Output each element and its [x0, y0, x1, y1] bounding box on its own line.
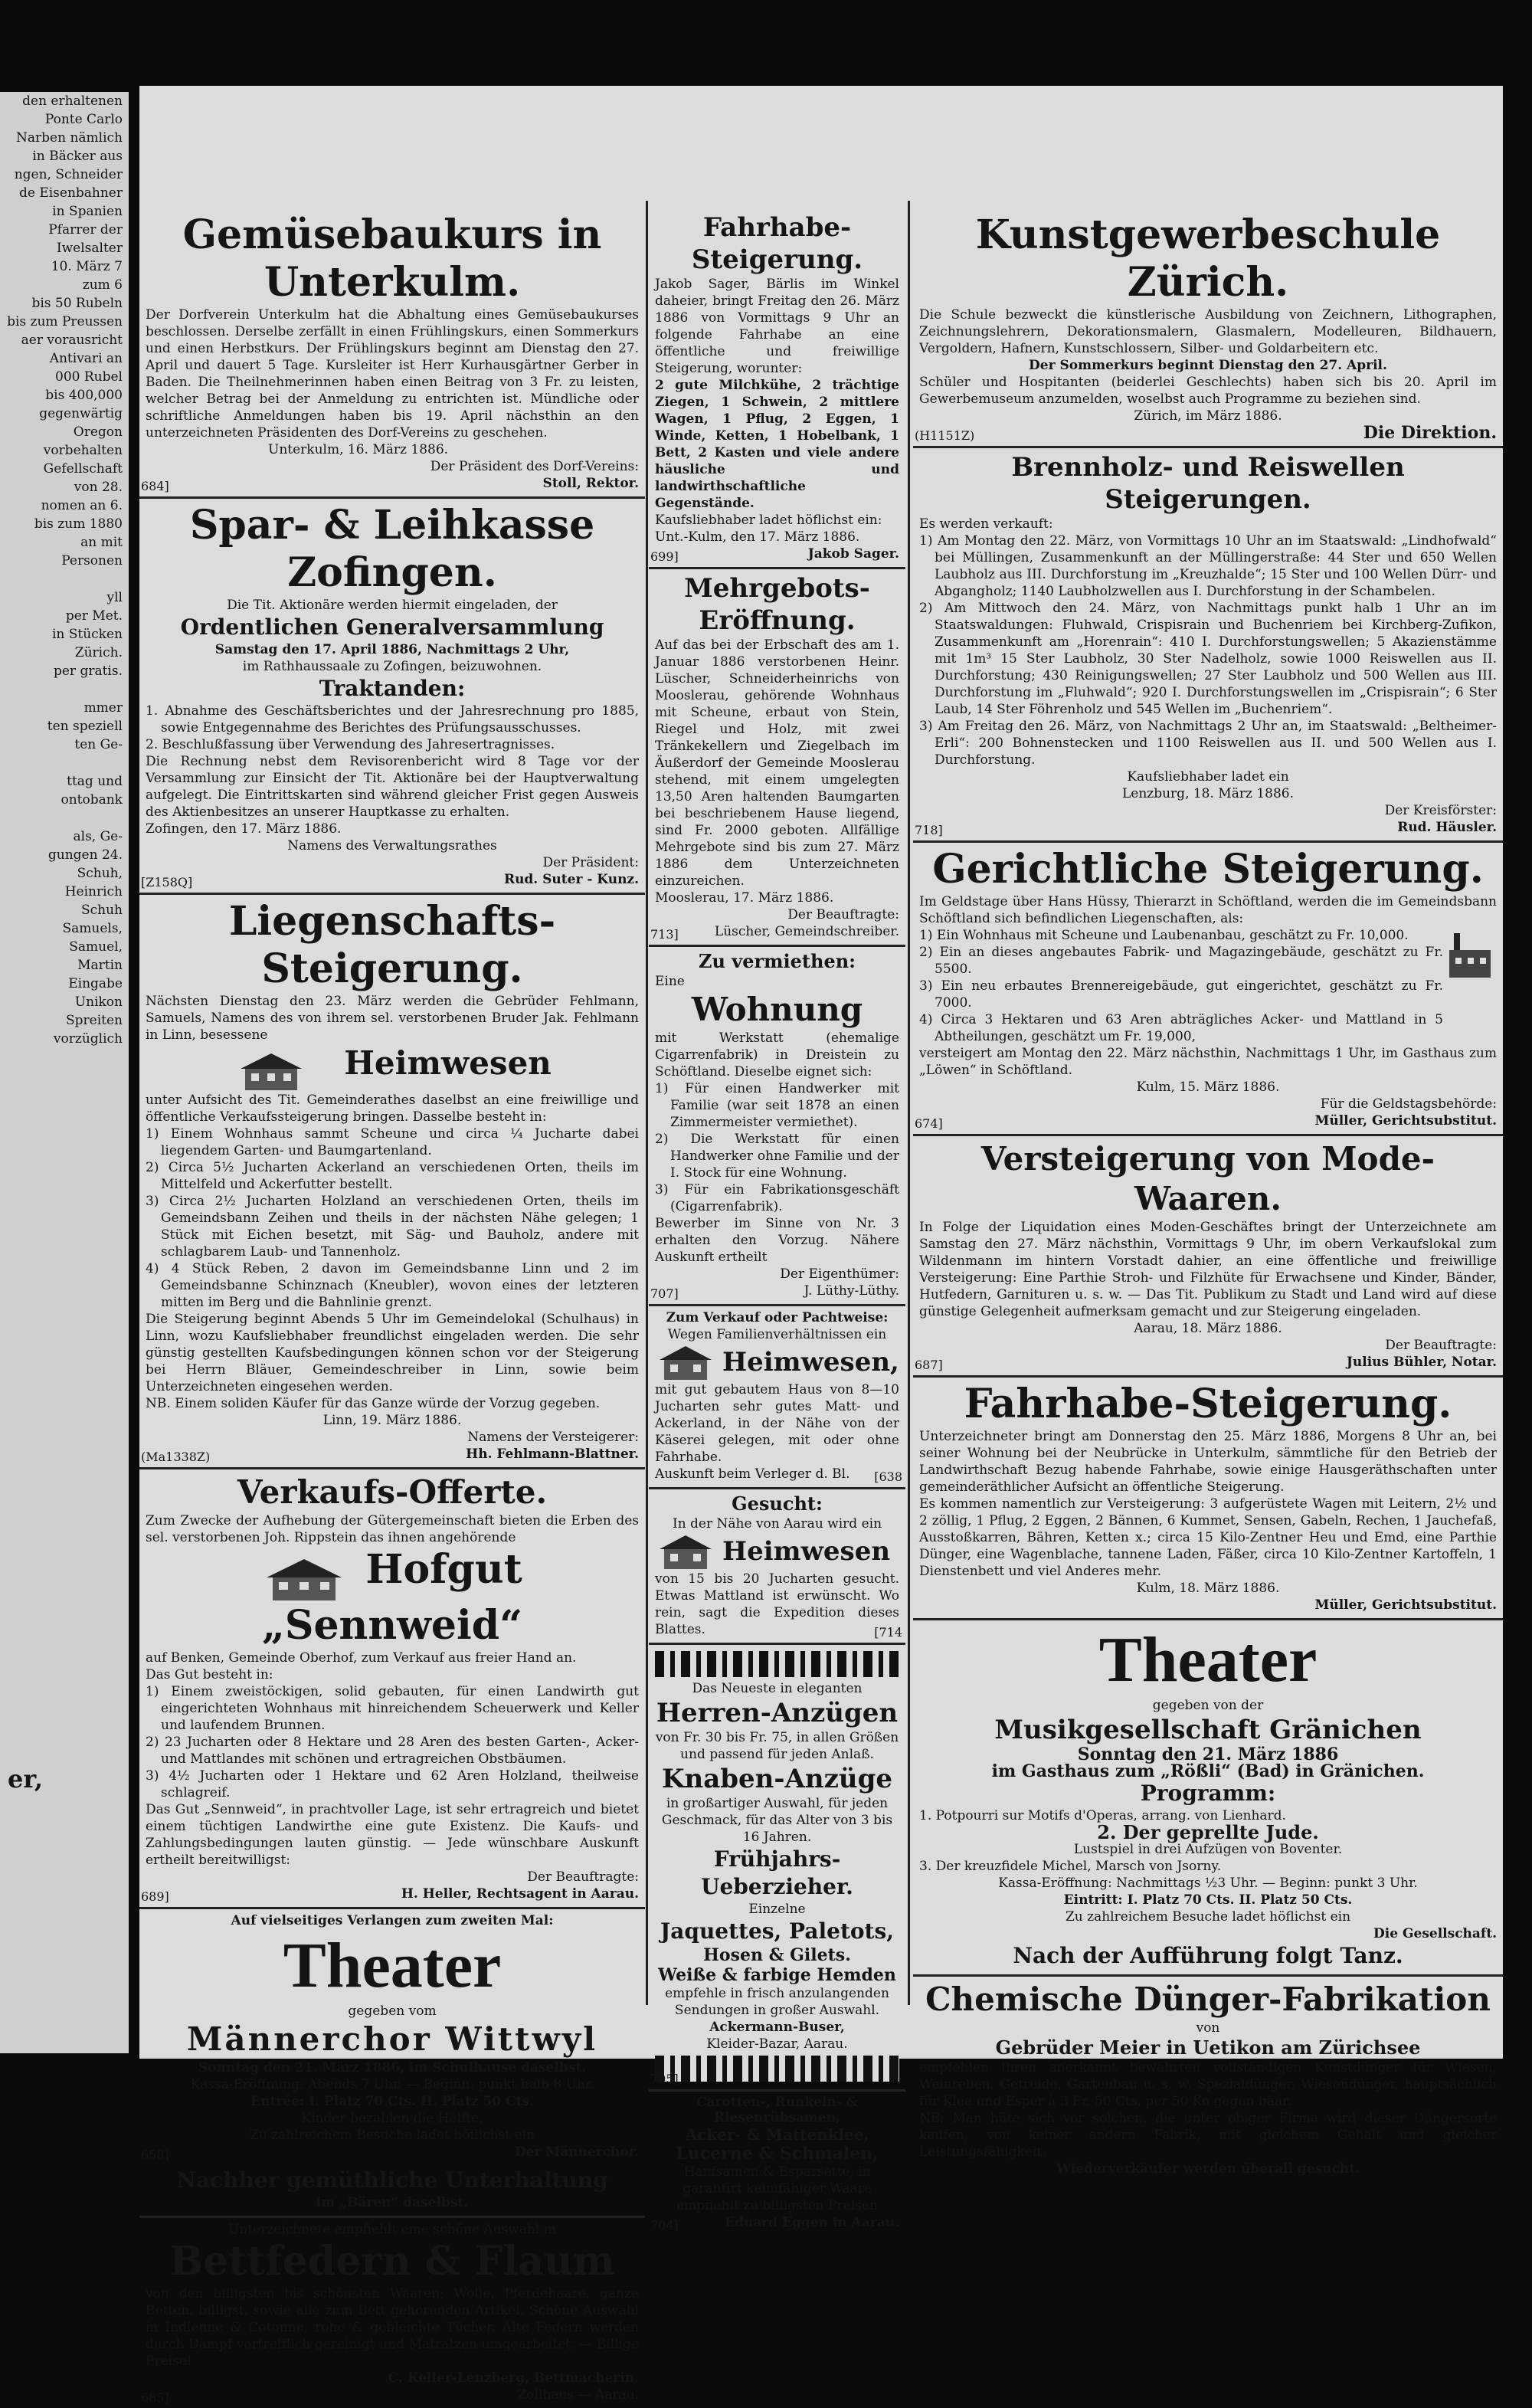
previous-page-line: aer vorausricht	[21, 333, 123, 348]
previous-page-line: ngen, Schneider	[14, 167, 123, 182]
ad-title: Frühjahrs-Ueberzieher.	[701, 1846, 853, 1899]
ad-byline: gegeben vom	[348, 2003, 437, 2019]
ad-bettfedern	[139, 2218, 645, 2408]
ad-byline: gegeben von der	[1152, 1698, 1264, 1713]
ad-fahrhabe-sager	[649, 208, 905, 569]
ad-reference: 705]	[650, 2072, 679, 2086]
ad-signature-name: Lüscher, Gemeindschreiber.	[714, 924, 899, 939]
ad-pre: Einzelne	[748, 1902, 806, 1917]
ad-title: Knaben-Anzüge	[661, 1764, 893, 1794]
ad-signature-name: C. Keller-Lenzberg, Bettmacherin,	[388, 2370, 639, 2386]
ad-body: von den billigsten bis schönsten Waaren; Wolle, Pferdehaare, ganze Betten, billigst, sowie alle zum Bett gehörenden Artikel. Schöne Auswahl in Indienne & Cotonne, rohe & gebleichte Tücher. Alte Federn werden durch Dampf vortrefflich gereinigt und Matratzen umgearbeitet. — Billige Preise!	[146, 2286, 639, 2369]
ad-location: auf Benken, Gemeinde Oberhof, zum Verkauf aus freier Hand an.	[146, 1650, 577, 1666]
ad-closing: Wiederverkäufer werden überall gesucht.	[1056, 2161, 1360, 2177]
ad-body: mit Werkstatt (ehemalige Cigarrenfabrik) in Dreistein zu Schöftland. Dieselbe eignet sich:	[655, 1030, 899, 1080]
ad-place: Aarau, 18. März 1886.	[1134, 1321, 1282, 1336]
ad-program-item: 2. Der geprellte Jude.	[1097, 1821, 1319, 1843]
ad-body: Der Dorfverein Unterkulm hat die Abhaltung eines Gemüsebaukurses beschlossen. Derselbe zerfällt in einen Frühlingskurs, einen Sommerkurs und einen Herbstkurs. Der Frühlingskurs beginnt am Dienstag den 27. April und dauert 5 Tage. Kursleiter ist Herr Kurhausgärtner Gerber in Baden. Die Theilnehmerinnen haben einen Beitrag von 3 Fr. zu leisten, welcher Betrag bei der Anmeldung zu entrichten ist. Mündliche oder schriftliche Anmeldungen haben bis 19. April nächsthin an den unterzeichneten Präsidenten des Dorf-Vereins zu geschehen.	[146, 307, 639, 441]
previous-page-line	[0, 809, 129, 827]
previous-page-line: zum 6	[82, 277, 123, 293]
ad-title: Mehrgebots-Eröffnung.	[684, 573, 870, 636]
ad-list-item: 2) Die Werkstatt für einen Handwerker ohne Familie und der I. Stock für eine Wohnung.	[655, 1132, 899, 1181]
ad-reference: 689]	[141, 1889, 169, 1904]
ad-body: empfehlen ihren anerkannt bewährten vollständigen Kunstdünger für Wiesen, Weinreben, Getreide, Gartenbau u. s. w. Spezialdünger, Wiesendünger, hauptsächlich für Klee und Esper à 3 Fr. 50 Cts. per 50 Ko gegen baar.	[919, 2060, 1497, 2109]
ad-fahrhabe-kulm	[913, 1378, 1503, 1620]
ad-subheading: Hofgut „Sennweid“	[261, 1545, 523, 1649]
ad-signature-label: Der Beauftragte:	[527, 1869, 639, 1885]
ad-zum-verkauf	[649, 1306, 905, 1489]
ad-duenger-fabrikation	[913, 1977, 1503, 2182]
ad-pre: Eine	[655, 974, 685, 989]
ad-signature-name: Rud. Suter - Kunz.	[503, 872, 639, 887]
ad-liegenschafts-steigerung	[139, 895, 645, 1469]
house-illustration-icon	[233, 1050, 309, 1092]
ad-heading-row	[146, 1546, 639, 1650]
ad-body: Auf das bei der Erbschaft des am 1. Januar 1886 verstorbenen Heinr. Lüscher, Schneiderheinrichs von Mooslerau, gehörende Wohnhaus mit Scheune, erbaut von Stein, Riegel und Holz, mit zwei Tränkekellern und Ziegelbach im Äußerdorf der Gemeinde Mooslerau stehend, mit einem umgelegten 13,50 Aren haltenden Baumgarten bei beschriebenem Hause liegend, sind Fr. 2000 geboten. Allfällige Mehrgebote sind bis zum 27. März 1886 dem Unterzeichneten einzureichen.	[655, 637, 899, 889]
ad-title: Brennholz- und Reiswellen Steigerungen.	[1011, 452, 1405, 515]
ad-place: Unterkulm, 16. März 1886.	[268, 442, 449, 457]
ad-signature-name: J. Lüthy-Lüthy.	[804, 1283, 899, 1299]
ad-reference: (H1151Z)	[915, 428, 975, 443]
ad-mehrgebots	[649, 569, 905, 947]
previous-page-line: Unikon	[74, 994, 123, 1010]
ad-topline: Zum Verkauf oder Pachtweise:	[666, 1310, 889, 1325]
ad-place: Kulm, 18. März 1886.	[1136, 1581, 1280, 1596]
ad-list-item: 1) Ein Wohnhaus mit Scheune und Laubenanbau, geschätzt zu Fr. 10,000.	[919, 928, 1409, 943]
ad-place: Lenzburg, 18. März 1886.	[1121, 786, 1295, 801]
ad-list-item: 2. Beschlußfassung über Verwendung des Jahresertragnisses.	[146, 737, 555, 752]
previous-page-line: Eingabe	[68, 976, 123, 991]
ad-signature-name: Die Gesellschaft.	[1373, 1926, 1497, 1941]
ad-event: Ordentlichen Generalversammlung	[180, 614, 604, 640]
previous-page-line: Narben nämlich	[16, 130, 123, 146]
ad-reference: 684]	[141, 479, 169, 493]
ad-gemuesebaukurs	[139, 208, 645, 499]
ad-info: Kinder bezahlen die Hälfte.	[301, 2111, 483, 2126]
previous-page-line: ten Ge-	[74, 737, 123, 752]
ad-title: Liegenschafts-Steigerung.	[228, 898, 556, 992]
ad-mode-waaren	[913, 1136, 1503, 1378]
ad-body: Unterzeichneter bringt am Donnerstag den 25. März 1886, Morgens 8 Uhr an, bei seiner Wohnung bei der Neubrücke in Unterkulm, sämmtliche für den Betrieb der Landwirthschaft Bezug habende Fahrhabe, sowie einige Hausgeräthschaften unter gemeinderäthlicher Aufsicht an öffentliche Steigerung.	[919, 1429, 1497, 1495]
ad-note: versteigert am Montag den 22. März nächsthin, Nachmittags 1 Uhr, im Gasthaus zum „Löwen“ in Schöftland.	[919, 1046, 1497, 1078]
ad-location: im Gasthaus zum „Rößli“ (Bad) in Gränichen.	[991, 1761, 1425, 1781]
previous-page-line: 10. März 7	[51, 259, 123, 274]
ad-list-item: 1) Einem zweistöckigen, solid gebauten, für einen Landwirth gut eingerichteten Wohnhaus mit hinreichendem Scheuerwerk und Keller und laufendem Brunnen.	[146, 1684, 639, 1733]
previous-page-line: yll	[106, 590, 123, 605]
ad-title: Gerichtliche Steigerung.	[932, 846, 1484, 893]
ad-body: Schüler und Hospitanten (beiderlei Geschlechts) haben sich bis 20. April im Gewerbemuseum anzumelden, woselbst auch Programme zu beziehen sind.	[919, 375, 1497, 407]
ad-title: Bettfedern & Flaum	[169, 2238, 615, 2285]
column-1	[139, 208, 645, 2405]
ad-topline: Gesucht:	[732, 1492, 823, 1515]
ad-info: Zu zahlreichem Besuche ladet höflichst ein	[1065, 1909, 1351, 1925]
ad-program-item: Lustspiel in drei Aufzügen von Boventer.	[1073, 1842, 1343, 1857]
previous-page-line: Schuh,	[77, 866, 123, 881]
factory-illustration-icon	[1443, 927, 1497, 981]
ad-body: Es kommen namentlich zur Versteigerung: 3 aufgerüstete Wagen mit Leitern, 2½ und 2 zöllig, 1 Pflug, 2 Eggen, 2 Bännen, 6 Kummet, Sensen, Gabeln, Rechen, 1 Jauchefaß, Ausstoßkarren, Bähren, Ketten x.; circa 15 Kilo-Zentner Heu und Emd, eine Parthie Dünger, eine Wagenblache, tannene Laden, Fäßer, circa 10 Kilo-Zentner Kartoffeln, 1 Dienstenbett und viel Anderes mehr.	[919, 1496, 1497, 1579]
ad-program-title: Programm:	[1140, 1781, 1276, 1806]
ad-body: Jakob Sager, Bärlis im Winkel daheier, bringt Freitag den 26. März 1886 von Vormittags 9 Uhr an folgende Fahrhabe an eine öffentliche und freiwillige Steigerung, worunter:	[655, 277, 899, 376]
ad-heading-row	[655, 1532, 899, 1571]
ad-after-text: Nachher gemüthliche Unterhaltung	[176, 2167, 608, 2193]
house-illustration-icon	[655, 1343, 716, 1381]
ad-title: Fahrhabe-Steigerung.	[964, 1381, 1452, 1427]
ad-list-item: 4) 4 Stück Reben, 2 davon im Gemeindsbanne Linn und 2 im Gemeindsbanne Schinznach (Kneubler), wovon eines der letzteren mitten im Berg und die Bahnlinie grenzt.	[146, 1260, 639, 1310]
ad-reference: 658]	[141, 2148, 169, 2162]
ad-theater-wittwyl	[139, 1909, 645, 2218]
previous-page-line: per Met.	[65, 608, 123, 624]
ad-place: Kulm, 15. März 1886.	[1136, 1080, 1280, 1095]
ad-title: Acker- & Mattenklee,	[685, 2125, 869, 2144]
ad-list-item: 2) Am Mittwoch den 24. März, von Nachmittags punkt halb 1 Uhr an im Staatswaldungen: Fluhwald, Crispisrain und Buchenriem bei Kirchberg-Zufikon, Zusammenkunft am „Horenrain“: 410 I. Durchforstungswellen; 5 Akazienstämme mit 1m³ 15 Ster Laubholz, 30 Ster Nadelholz, sowie 1000 Reiswellen aus II. Durchforstung; 430 Reinigungswellen; 27 Ster Laubholz und 500 Wellen aus III. Durchforstung im „Fluhwald“; 920 I. Durchforstungswellen im „Crispisrain“; 6 Ster Laub, 14 Ster Föhrenholz und 545 Wellen im „Buchenriem“.	[919, 601, 1497, 717]
ad-place: Zürich, im März 1886.	[1134, 408, 1282, 424]
ad-title: Versteigerung von Mode-Waaren.	[980, 1140, 1435, 1217]
ad-title: Heimwesen,	[722, 1347, 899, 1378]
ad-after-text: Nach der Aufführung folgt Tanz.	[1013, 1943, 1403, 1968]
column-3	[913, 208, 1503, 2177]
ad-intro: Die Tit. Aktionäre werden hiermit eingeladen, der	[227, 598, 558, 613]
previous-page-line: Gefellschaft	[43, 461, 123, 477]
previous-page-line: vorzüglich	[53, 1031, 123, 1047]
ad-reference: 707]	[650, 1286, 679, 1301]
previous-page-line: gungen 24.	[47, 847, 123, 863]
previous-page-line: gegenwärtig	[39, 406, 123, 421]
previous-page-text	[0, 92, 129, 1048]
ad-info: Eintritt: I. Platz 70 Cts. II. Platz 50 Cts.	[1063, 1892, 1353, 1908]
ad-date: Sonntag den 21. März 1886, im Schulhause daselbst.	[198, 2060, 587, 2075]
ad-theater-graenichen	[913, 1620, 1503, 1977]
ad-herren-anzuege	[649, 1645, 905, 2092]
ad-intro: Zum Zwecke der Aufhebung der Gütergemeinschaft bieten die Erben des sel. verstorbenen Joh. Rippstein das ihnen angehörende	[146, 1512, 639, 1545]
ad-signature-label: Der Kreisförster:	[1384, 803, 1497, 818]
ad-note: Kaufsliebhaber ladet höflichst ein:	[655, 513, 882, 528]
ad-title: Fahrhabe-Steigerung.	[691, 212, 863, 275]
ad-title: Chemische Dünger-Fabrikation	[925, 1980, 1491, 2018]
ad-title: Kunstgewerbeschule Zürich.	[975, 211, 1441, 306]
ad-intro: Im Geldstage über Hans Hüssy, Thierarzt in Schöftland, werden die im Gemeindsbann Schöftland sich befindlichen Liegenschaften, als:	[919, 894, 1497, 926]
ad-note: Auskunft beim Verleger d. Bl.	[655, 1466, 850, 1482]
ad-reference: [714	[874, 1625, 902, 1640]
ad-signature-label: Der Beauftragte:	[787, 907, 899, 922]
ad-program-item: 3. Der kreuzfidele Michel, Marsch von Jsorny.	[919, 1859, 1222, 1874]
ad-signature-label: Namens des Verwaltungsrathes	[287, 838, 497, 853]
ad-list-item: 2) Circa 5½ Jucharten Ackerland an verschiedenen Orten, theils im Mittelfeld und Ackerfutter bestellt.	[146, 1159, 639, 1192]
previous-page-big-text: er,	[8, 1764, 44, 1794]
previous-page-line: in Stücken	[51, 627, 123, 642]
previous-page-line: nomen an 6.	[41, 498, 123, 513]
ad-signature-label: Der Beauftragte:	[1385, 1338, 1497, 1353]
ad-location: Kleider-Bazar, Aarau.	[706, 2036, 848, 2052]
ad-reference: [Z158Q]	[141, 875, 193, 889]
ad-date: Samstag den 17. April 1886, Nachmittags 2 Uhr,	[214, 642, 570, 657]
previous-page-line: Oregon	[73, 424, 123, 440]
previous-page-line: per gratis.	[53, 663, 123, 679]
previous-page-line: ontobank	[61, 792, 123, 808]
ad-list-item: 3) Ein neu erbautes Brennereigebäude, gut eingerichtet, geschätzt zu Fr. 7000.	[919, 978, 1443, 1011]
farmhouse-illustration-icon	[262, 1556, 346, 1602]
ad-signature-label: Der Präsident:	[542, 855, 639, 870]
previous-page-line: als, Ge-	[73, 829, 123, 844]
ad-heading-row	[655, 1343, 899, 1381]
previous-page-line: mmer	[83, 700, 123, 716]
ad-note: Bewerber im Sinne von Nr. 3 erhalten den Vorzug. Nähere Auskunft ertheilt	[655, 1216, 899, 1265]
ad-location: im Rathhaussaale zu Zofingen, beizuwohnen.	[242, 659, 542, 674]
ad-body: Hanfsamen & Esparsette, in garantirt keimfähiger Waare empfiehlt zu billigsten Preisen	[676, 2164, 878, 2213]
ad-body: empfehle in frisch anzulangenden Sendungen in großer Auswahl.	[665, 1986, 889, 2018]
ad-signature-label: Der Eigenthümer:	[780, 1266, 899, 1282]
ad-list-item: Das Gut besteht in:	[146, 1667, 273, 1682]
ad-reference: 704]	[650, 2218, 679, 2233]
ad-title: Spar- & Leihkasse Zofingen.	[189, 502, 595, 596]
ad-list-item: 4) Circa 3 Hektaren und 63 Aren abträgliches Acker- und Mattland in 5 Abtheilungen, geschätzt um Fr. 19,000,	[919, 1012, 1443, 1044]
ad-list-item: 1. Abnahme des Geschäftsberichtes und der Jahresrechnung pro 1885, sowie Entgegennahme des Berichtes des Prüfungsausschusses.	[146, 703, 639, 736]
ad-signature-name: Die Direktion.	[1363, 423, 1497, 443]
previous-page-line: Pfarrer der	[48, 222, 123, 238]
ad-note: NB. Man hüte sich vor solchen, die unter obiger Firma wird dieser Düngersorte kaufen, von keiner andern Fabrik, mit gleichem Gehalt und gleicher Leistungsfähigkeit.	[919, 2111, 1497, 2160]
previous-page-line: bis 50 Rubeln	[31, 296, 123, 311]
ad-gesucht	[649, 1489, 905, 1645]
ad-title: Weiße & farbige Hemden	[658, 1965, 896, 1985]
ad-list-item: 1) Für einen Handwerker mit Familie (war seit 1878 an einen Zimmermeister vermiethet).	[655, 1081, 899, 1130]
previous-page-line: 000 Rubel	[55, 369, 123, 385]
ad-title: Lucerne & Schmalen,	[676, 2144, 879, 2164]
previous-page-line: Zürich.	[74, 645, 123, 660]
ad-list-item: 3) Für ein Fabrikationsgeschäft (Cigarrenfabrik).	[655, 1182, 899, 1214]
ad-list-item: 1) Einem Wohnhaus sammt Scheune und circa ¼ Jucharte dabei liegendem Garten- und Baumgartenland.	[146, 1125, 639, 1158]
ad-after-text: im „Bären“ daselbst.	[316, 2195, 469, 2210]
ad-zu-vermiethen	[649, 947, 905, 1306]
decorative-border	[655, 2056, 899, 2082]
previous-page-line	[0, 570, 129, 588]
previous-page-line: bis 400,000	[45, 388, 123, 403]
ad-reference: 718]	[915, 823, 943, 837]
ad-reference: 674]	[915, 1116, 943, 1131]
previous-page-line: an mit	[80, 535, 123, 550]
previous-page-line: Samuels,	[62, 921, 123, 936]
ad-body: von 15 bis 20 Jucharten gesucht. Etwas Mattland ist erwünscht. Wo rein, sagt die Expedition dieses Blattes.	[655, 1571, 899, 1637]
ad-title: Heimwesen	[722, 1536, 891, 1567]
ad-spar-leihkasse	[139, 499, 645, 895]
ad-list-item: 3) Am Freitag den 26. März, von Nachmittags 2 Uhr an, im Staatswald: „Beltheimer-Erli“: 200 Bohnenstecken und 1100 Reiswellen aus II. und 500 Wellen aus I. Durchforstung.	[919, 719, 1497, 768]
previous-page-line: Samuel,	[69, 939, 123, 955]
previous-page-line: von 28.	[74, 480, 123, 495]
ad-items: 2 gute Milchkühe, 2 trächtige Ziegen, 1 Schwein, 2 mittlere Wagen, 1 Pflug, 2 Eggen, 1 Winde, Ketten, 1 Hobelbank, 1 Bett, 2 Kasten und viele andere häusliche und landwirthschaftliche Gegenstände.	[655, 378, 899, 511]
ad-signature-name: Eduard Eggen in Aarau.	[725, 2215, 899, 2230]
ad-signature-label: Namens der Versteigerer:	[467, 1429, 639, 1445]
previous-page-line: den erhaltenen	[22, 93, 123, 109]
ad-signature-name: Hh. Fehlmann-Blattner.	[466, 1446, 639, 1462]
column-rule	[646, 201, 648, 2005]
previous-page-line: Schuh	[80, 903, 123, 918]
ad-info: Kassa-Eröffnung: Nachmittags ½3 Uhr. — Beginn: punkt 3 Uhr.	[998, 1876, 1418, 1891]
ad-location: Zollhaus — Aarau.	[517, 2387, 639, 2403]
ad-title: Jaquettes, Paletots,	[660, 1918, 895, 1944]
ad-reference: 687]	[915, 1358, 943, 1372]
ad-reference: 713]	[650, 927, 679, 942]
previous-page-line: bis zum 1880	[34, 516, 123, 532]
previous-page-line: in Bäcker aus	[32, 149, 123, 164]
ad-title: Hosen & Gilets.	[703, 1945, 851, 1965]
ad-highlight: Der Sommerkurs beginnt Dienstag den 27. April.	[1029, 358, 1387, 373]
previous-page-line: ttag und	[67, 774, 123, 789]
ad-note: Das Gut „Sennweid“, in prachtvoller Lage, ist sehr ertragreich und bietet einem tüchtigen Landwirthe eine gute Existenz. Die Kaufs- und Zahlungsbedingungen lauten günstig. — Jede wünschbare Auskunft ertheilt bereitwilligst:	[146, 1802, 639, 1868]
ad-title: Theater	[283, 1930, 502, 2001]
ad-intro: Unterzeichnete empfiehlt eine schöne Auswahl in	[228, 2222, 557, 2237]
newspaper-page	[139, 86, 1503, 2405]
ad-pre: Wegen Familienverhältnissen ein	[667, 1327, 887, 1342]
ad-note: Die Steigerung beginnt Abends 5 Uhr im Gemeindelokal (Schulhaus) in Linn, wozu Kaufsliebhaber freundlichst eingeladen werden. Die sehr günstig gestellten Kaufsbedingungen können schon vor der Steigerung bei Herrn Bläuer, Gemeindeschreiber in Linn, sowie beim Unterzeichneten eingesehen werden.	[146, 1311, 639, 1394]
ad-reference: 699]	[650, 549, 679, 564]
ad-heading-row	[146, 1043, 639, 1092]
ad-list-item: 3) 4½ Jucharten oder 1 Hektare und 62 Aren Holzland, theilweise schlagreif.	[146, 1768, 639, 1800]
ad-place: Mooslerau, 17. März 1886.	[655, 890, 834, 906]
ad-info: Zu zahlreichem Besuche ladet höflichst ein	[249, 2128, 535, 2143]
ad-list	[919, 927, 1443, 1045]
ad-signature-name: Stoll, Rektor.	[542, 476, 639, 491]
ad-title: Carotten-, Runkeln- & Riesenrübsamen,	[696, 2095, 859, 2125]
ad-body: Die Schule bezweckt die künstlerische Ausbildung von Zeichnern, Lithographen, Zeichnungslehrern, Dekorationsmalern, Glasmalern, Modelleuren, Bildhauern, Vergoldern, Hafnern, Kunstschlossern, Silber- und Goldarbeitern etc.	[919, 307, 1497, 356]
ad-signature-name: Müller, Gerichtsubstitut.	[1314, 1113, 1497, 1129]
previous-page-line	[0, 754, 129, 772]
ad-place: Linn, 19. März 1886.	[322, 1412, 462, 1428]
ad-body: in großartiger Auswahl, für jeden Geschmack, für das Alter von 3 bis 16 Jahren.	[661, 1796, 893, 1845]
ad-kunstgewerbeschule	[913, 208, 1503, 448]
ad-signature-name: Müller, Gerichtsubstitut.	[1314, 1597, 1497, 1613]
ad-list-item: 2) 23 Jucharten oder 8 Hektare und 28 Aren des besten Garten-, Acker- und Mattlandes mit schönen und ertragreichen Obstbäumen.	[146, 1735, 639, 1767]
ad-byline: von	[1196, 2020, 1220, 2036]
previous-page-line: vorbehalten	[43, 443, 123, 458]
ad-signature-name: Der Männerchor.	[514, 2144, 639, 2160]
ad-subheading: Heimwesen	[344, 1044, 552, 1082]
previous-page-line: bis zum Preussen	[7, 314, 123, 329]
ad-verkaufs-offerte	[139, 1469, 645, 1910]
ad-title: Theater	[1098, 1624, 1318, 1695]
ad-place: Zofingen, den 17. März 1886.	[146, 821, 342, 837]
previous-page-edge	[0, 92, 129, 2053]
ad-reference: [638	[874, 1469, 902, 1484]
ad-gerichtliche-steigerung	[913, 843, 1503, 1136]
ad-body: mit gut gebautem Haus von 8—10 Jucharten sehr gutes Matt- und Ackerland, in der Nähe von der Käserei gelegen, mit oder ohne Fahrhabe.	[655, 1382, 899, 1465]
ad-signature-name: Jakob Sager.	[807, 546, 899, 562]
ad-title: Herren-Anzügen	[656, 1698, 899, 1728]
ad-intro: unter Aufsicht des Tit. Gemeinderathes daselbst an eine freiwillige und öffentliche Verkaufssteigerung bringen. Dasselbe besteht in:	[146, 1092, 639, 1125]
ad-signature-name: H. Heller, Rechtsagent in Aarau.	[401, 1886, 639, 1902]
ad-note: NB. Einem soliden Käufer für das Ganze würde der Vorzug gegeben.	[146, 1395, 601, 1411]
ad-organizer: Musikgesellschaft Gränichen	[994, 1715, 1422, 1745]
ad-place: Unt.-Kulm, den 17. März 1886.	[655, 529, 860, 545]
ad-reference: (Ma1338Z)	[141, 1449, 211, 1464]
ad-signature-name: Ackermann-Buser,	[709, 2020, 845, 2035]
ad-price: von Fr. 30 bis Fr. 75, in allen Größen und passend für jeden Anlaß.	[655, 1730, 899, 1762]
column-rule	[908, 201, 910, 2005]
ad-organizer: Männerchor Wittwyl	[186, 2020, 598, 2058]
ad-intro: Nächsten Dienstag den 23. März werden die Gebrüder Fehlmann, Samuels, Namens des von ihrem sel. verstorbenen Bruder Jak. Fehlmann in Linn, besessene	[146, 994, 639, 1043]
ad-note: Die Rechnung nebst dem Revisorenbericht wird 8 Tage vor der Versammlung zur Einsicht der Tit. Aktionäre bei der Hauptverwaltung aufgelegt. Die Eintrittskarten sind während gleicher Frist gegen Ausweis des Aktienbesitzes an unserer Hauptkasse zu erhalten.	[146, 754, 639, 820]
previous-page-line: Personen	[61, 553, 123, 568]
previous-page-line: de Eisenbahner	[18, 185, 123, 201]
ad-list-item: 1) Am Montag den 22. März, von Vormittags 10 Uhr an im Staatswald: „Lindhofwald“ bei Müllingen, Zusammenkunft an der Müllingerstraße: 44 Ster und 650 Wellen Laubholz aus III. Durchforstung im „Kreuzhalde“; 15 Ster und 100 Wellen Dürr- und Abgangholz; 1140 Laubholzwellen aus I. Durchforstung in der Schambelen.	[919, 533, 1497, 599]
ad-signature-label: Der Präsident des Dorf-Vereins:	[430, 459, 639, 474]
ad-signature-label: Für die Geldstagsbehörde:	[1320, 1096, 1497, 1112]
previous-page-line: Antivari an	[49, 351, 123, 366]
ad-title: Gemüsebaukurs in Unterkulm.	[182, 211, 602, 306]
previous-page-line: in Spanien	[52, 204, 123, 219]
ad-title: Verkaufs-Offerte.	[237, 1473, 548, 1511]
ad-subheading: Traktanden:	[319, 676, 466, 701]
column-2	[649, 208, 905, 2233]
ad-topline: Auf vielseitiges Verlangen zum zweiten Mal:	[231, 1913, 554, 1928]
previous-page-line: Spreiten	[66, 1013, 123, 1028]
previous-page-line: Heinrich	[64, 884, 123, 899]
decorative-border	[655, 1651, 899, 1677]
ad-reference: 685]	[141, 2390, 169, 2405]
ad-title: Wohnung	[691, 991, 863, 1028]
ad-pre: Das Neueste in eleganten	[692, 1681, 863, 1696]
ad-signature-name: Rud. Häusler.	[1397, 820, 1497, 835]
ad-note: Kaufsliebhaber ladet ein	[1127, 769, 1289, 785]
ad-list-item: 2) Ein an dieses angebautes Fabrik- und Magazingebäude, geschätzt zu Fr. 5500.	[919, 945, 1443, 977]
ad-info: Entrée: I. Platz 70 Cts. II. Platz 50 Cts.	[250, 2094, 534, 2109]
ad-eggen-samen	[649, 2092, 905, 2236]
ad-topline: Zu vermiethen:	[698, 950, 856, 972]
ad-signature-name: Julius Bühler, Notar.	[1346, 1355, 1497, 1370]
ad-info: Kassa-Eröffnung: Abends 7 Uhr. — Beginn: punkt halb 8 Uhr.	[190, 2077, 594, 2092]
previous-page-line: Iwelsalter	[56, 241, 123, 256]
ad-brennholz	[913, 448, 1503, 843]
ad-pre: In der Nähe von Aarau wird ein	[672, 1516, 882, 1532]
previous-page-line	[0, 680, 129, 699]
ad-list-item: 3) Circa 2½ Jucharten Holzland an verschiedenen Orten, theils im Gemeindsbann Zeihen und theils in der nächsten Nähe gelegen; 1 Stück mit Eichen besetzt, mit Säg- und Bauholz, andere mit schlagbarem Laub- und Tannenholz.	[146, 1193, 639, 1260]
ad-company: Gebrüder Meier in Uetikon am Zürichsee	[995, 2036, 1421, 2059]
previous-page-line: Martin	[77, 958, 123, 973]
previous-page-line: ten speziell	[47, 719, 123, 734]
ad-program-item: 1. Potpourri sur Motifs d'Operas, arrang. von Lienhard.	[919, 1808, 1286, 1823]
farmhouse-illustration-icon	[655, 1532, 716, 1571]
ad-list-with-illustration	[919, 927, 1497, 1045]
ad-intro: Es werden verkauft:	[919, 516, 1053, 532]
previous-page-line: Ponte Carlo	[44, 112, 123, 127]
ad-date: Sonntag den 21. März 1886	[1077, 1745, 1339, 1764]
ad-body: In Folge der Liquidation eines Moden-Geschäftes bringt der Unterzeichnete am Samstag den 27. März nächsthin, Vormittags 9 Uhr, im obern Verkaufslokal zum Wildenmann im hintern Vorstadt dahier, an eine öffentliche und freiwillige Versteigerung: Eine Parthie Stroh- und Filzhüte für Erwachsene und Kinder, Bänder, Hutfedern, Garnituren u. s. w. — Das Tit. Publikum zu Stadt und Land wird auf diese günstige Gelegenheit aufmerksam gemacht und zur Steigerung eingeladen.	[919, 1220, 1497, 1319]
